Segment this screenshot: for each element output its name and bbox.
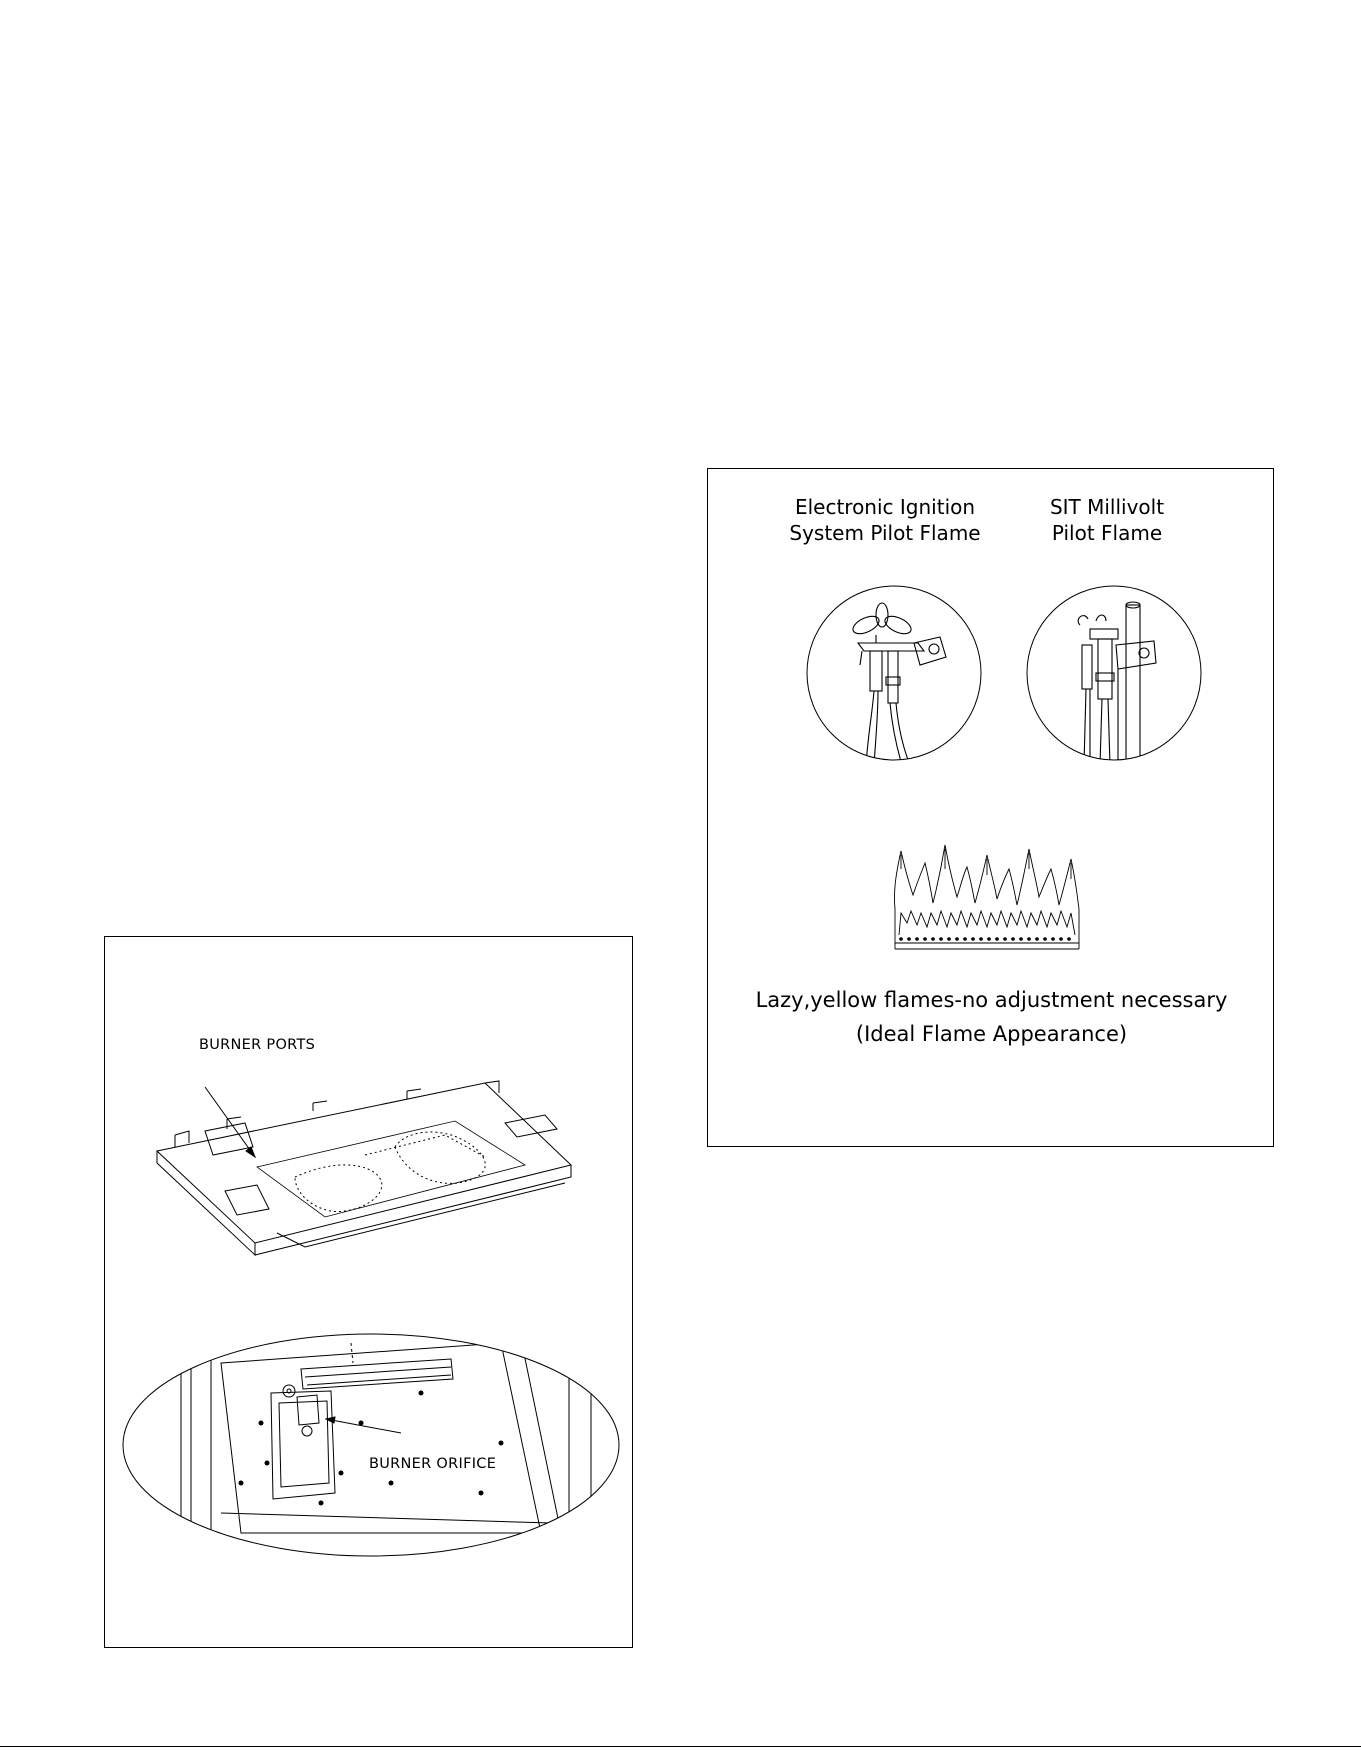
burner-orifice-label: BURNER ORIFICE	[369, 1456, 497, 1472]
millivolt-label-line-2: Pilot Flame	[1051, 521, 1163, 545]
electronic-ignition-pilot-icon	[806, 585, 982, 761]
footer-rule	[0, 1746, 1361, 1747]
burner-flame-icon	[891, 839, 1083, 955]
millivolt-pilot-label	[1042, 494, 1172, 546]
electronic-label-line-1: Electronic Ignition	[794, 495, 976, 519]
burner-tray-icon	[145, 1047, 585, 1257]
flame-caption	[708, 983, 1275, 1051]
electronic-ignition-label	[778, 494, 992, 546]
burner-ports-label: BURNER PORTS	[199, 1037, 316, 1053]
millivolt-label-line-1: SIT Millivolt	[1049, 495, 1165, 519]
electronic-label-line-2: System Pilot Flame	[789, 521, 981, 545]
flame-caption-line-1: Lazy,yellow flames-no adjustment necessary	[755, 988, 1228, 1012]
flame-caption-line-2: (Ideal Flame Appearance)	[855, 1022, 1128, 1046]
burner-ports-figure	[104, 936, 633, 1648]
flame-appearance-figure	[707, 468, 1274, 1147]
millivolt-pilot-icon	[1026, 585, 1202, 761]
burner-orifice-detail-icon	[121, 1333, 621, 1557]
